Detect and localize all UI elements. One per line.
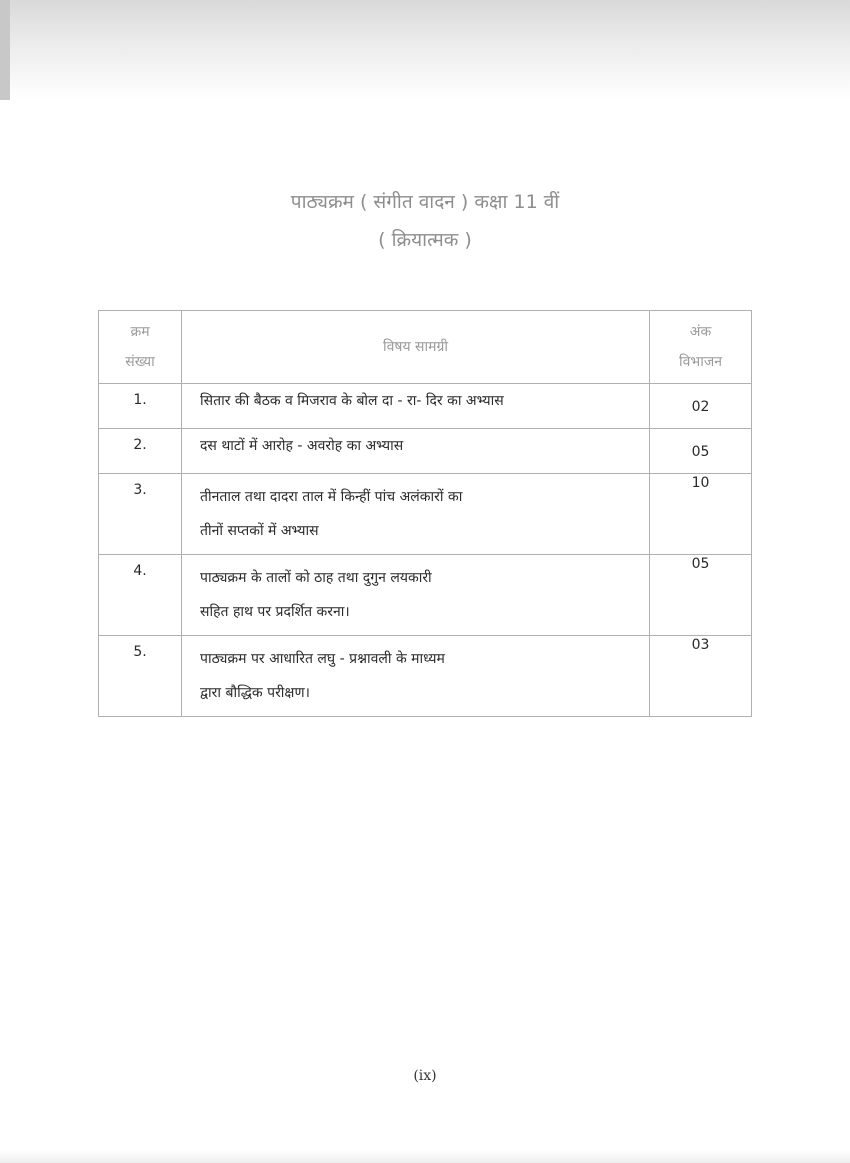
header-marks-line2: विभाजन (678, 354, 723, 370)
header-content: विषय सामग्री (182, 311, 650, 384)
row-marks: 03 (650, 636, 752, 717)
row-content (182, 384, 650, 429)
row-serial: 3. (99, 474, 182, 555)
header-serial (99, 311, 182, 384)
row-content (182, 555, 650, 636)
header-marks (650, 311, 752, 384)
page-number: (ix) (413, 1068, 437, 1084)
row-content (182, 429, 650, 474)
header-marks-line1: अंक (689, 324, 712, 340)
row-marks: 05 (650, 555, 752, 636)
syllabus-table (98, 310, 752, 717)
table-row (99, 555, 752, 636)
document-title: पाठ्यक्रम ( संगीत वादन ) कक्षा 11 वीं (290, 191, 560, 213)
row-content-line: द्वारा बौद्धिक परीक्षण। (200, 685, 310, 701)
row-serial: 1. (99, 384, 182, 429)
table-header-row (99, 311, 752, 384)
row-marks: 05 (650, 429, 752, 474)
table-row (99, 429, 752, 474)
table-row (99, 474, 752, 555)
row-serial: 5. (99, 636, 182, 717)
row-content (182, 636, 650, 717)
row-content-line: तीनताल तथा दादरा ताल में किन्हीं पांच अलंकारों का (200, 489, 463, 505)
row-content-line: दस थाटों में आरोह - अवरोह का अभ्यास (200, 438, 404, 454)
row-content-line: सितार की बैठक व मिजराव के बोल दा - रा- दिर का अभ्यास (200, 393, 504, 409)
row-serial: 2. (99, 429, 182, 474)
scan-shadow-bottom (0, 1150, 850, 1163)
row-content-line: पाठ्यक्रम के तालों को ठाह तथा दुगुन लयकारी (200, 570, 432, 586)
scan-shadow-top (0, 0, 850, 100)
row-content-line: सहित हाथ पर प्रदर्शित करना। (200, 604, 350, 620)
row-serial: 4. (99, 555, 182, 636)
row-marks: 10 (650, 474, 752, 555)
header-serial-line1: क्रम (130, 324, 150, 340)
row-marks: 02 (650, 384, 752, 429)
table-row (99, 636, 752, 717)
row-content-line: पाठ्यक्रम पर आधारित लघु - प्रश्नावली के माध्यम (200, 651, 445, 667)
table-row (99, 384, 752, 429)
row-content-line: तीनों सप्तकों में अभ्यास (200, 523, 319, 539)
header-serial-line2: संख्या (125, 354, 155, 370)
row-content (182, 474, 650, 555)
document-subtitle: ( क्रियात्मक ) (378, 229, 472, 251)
